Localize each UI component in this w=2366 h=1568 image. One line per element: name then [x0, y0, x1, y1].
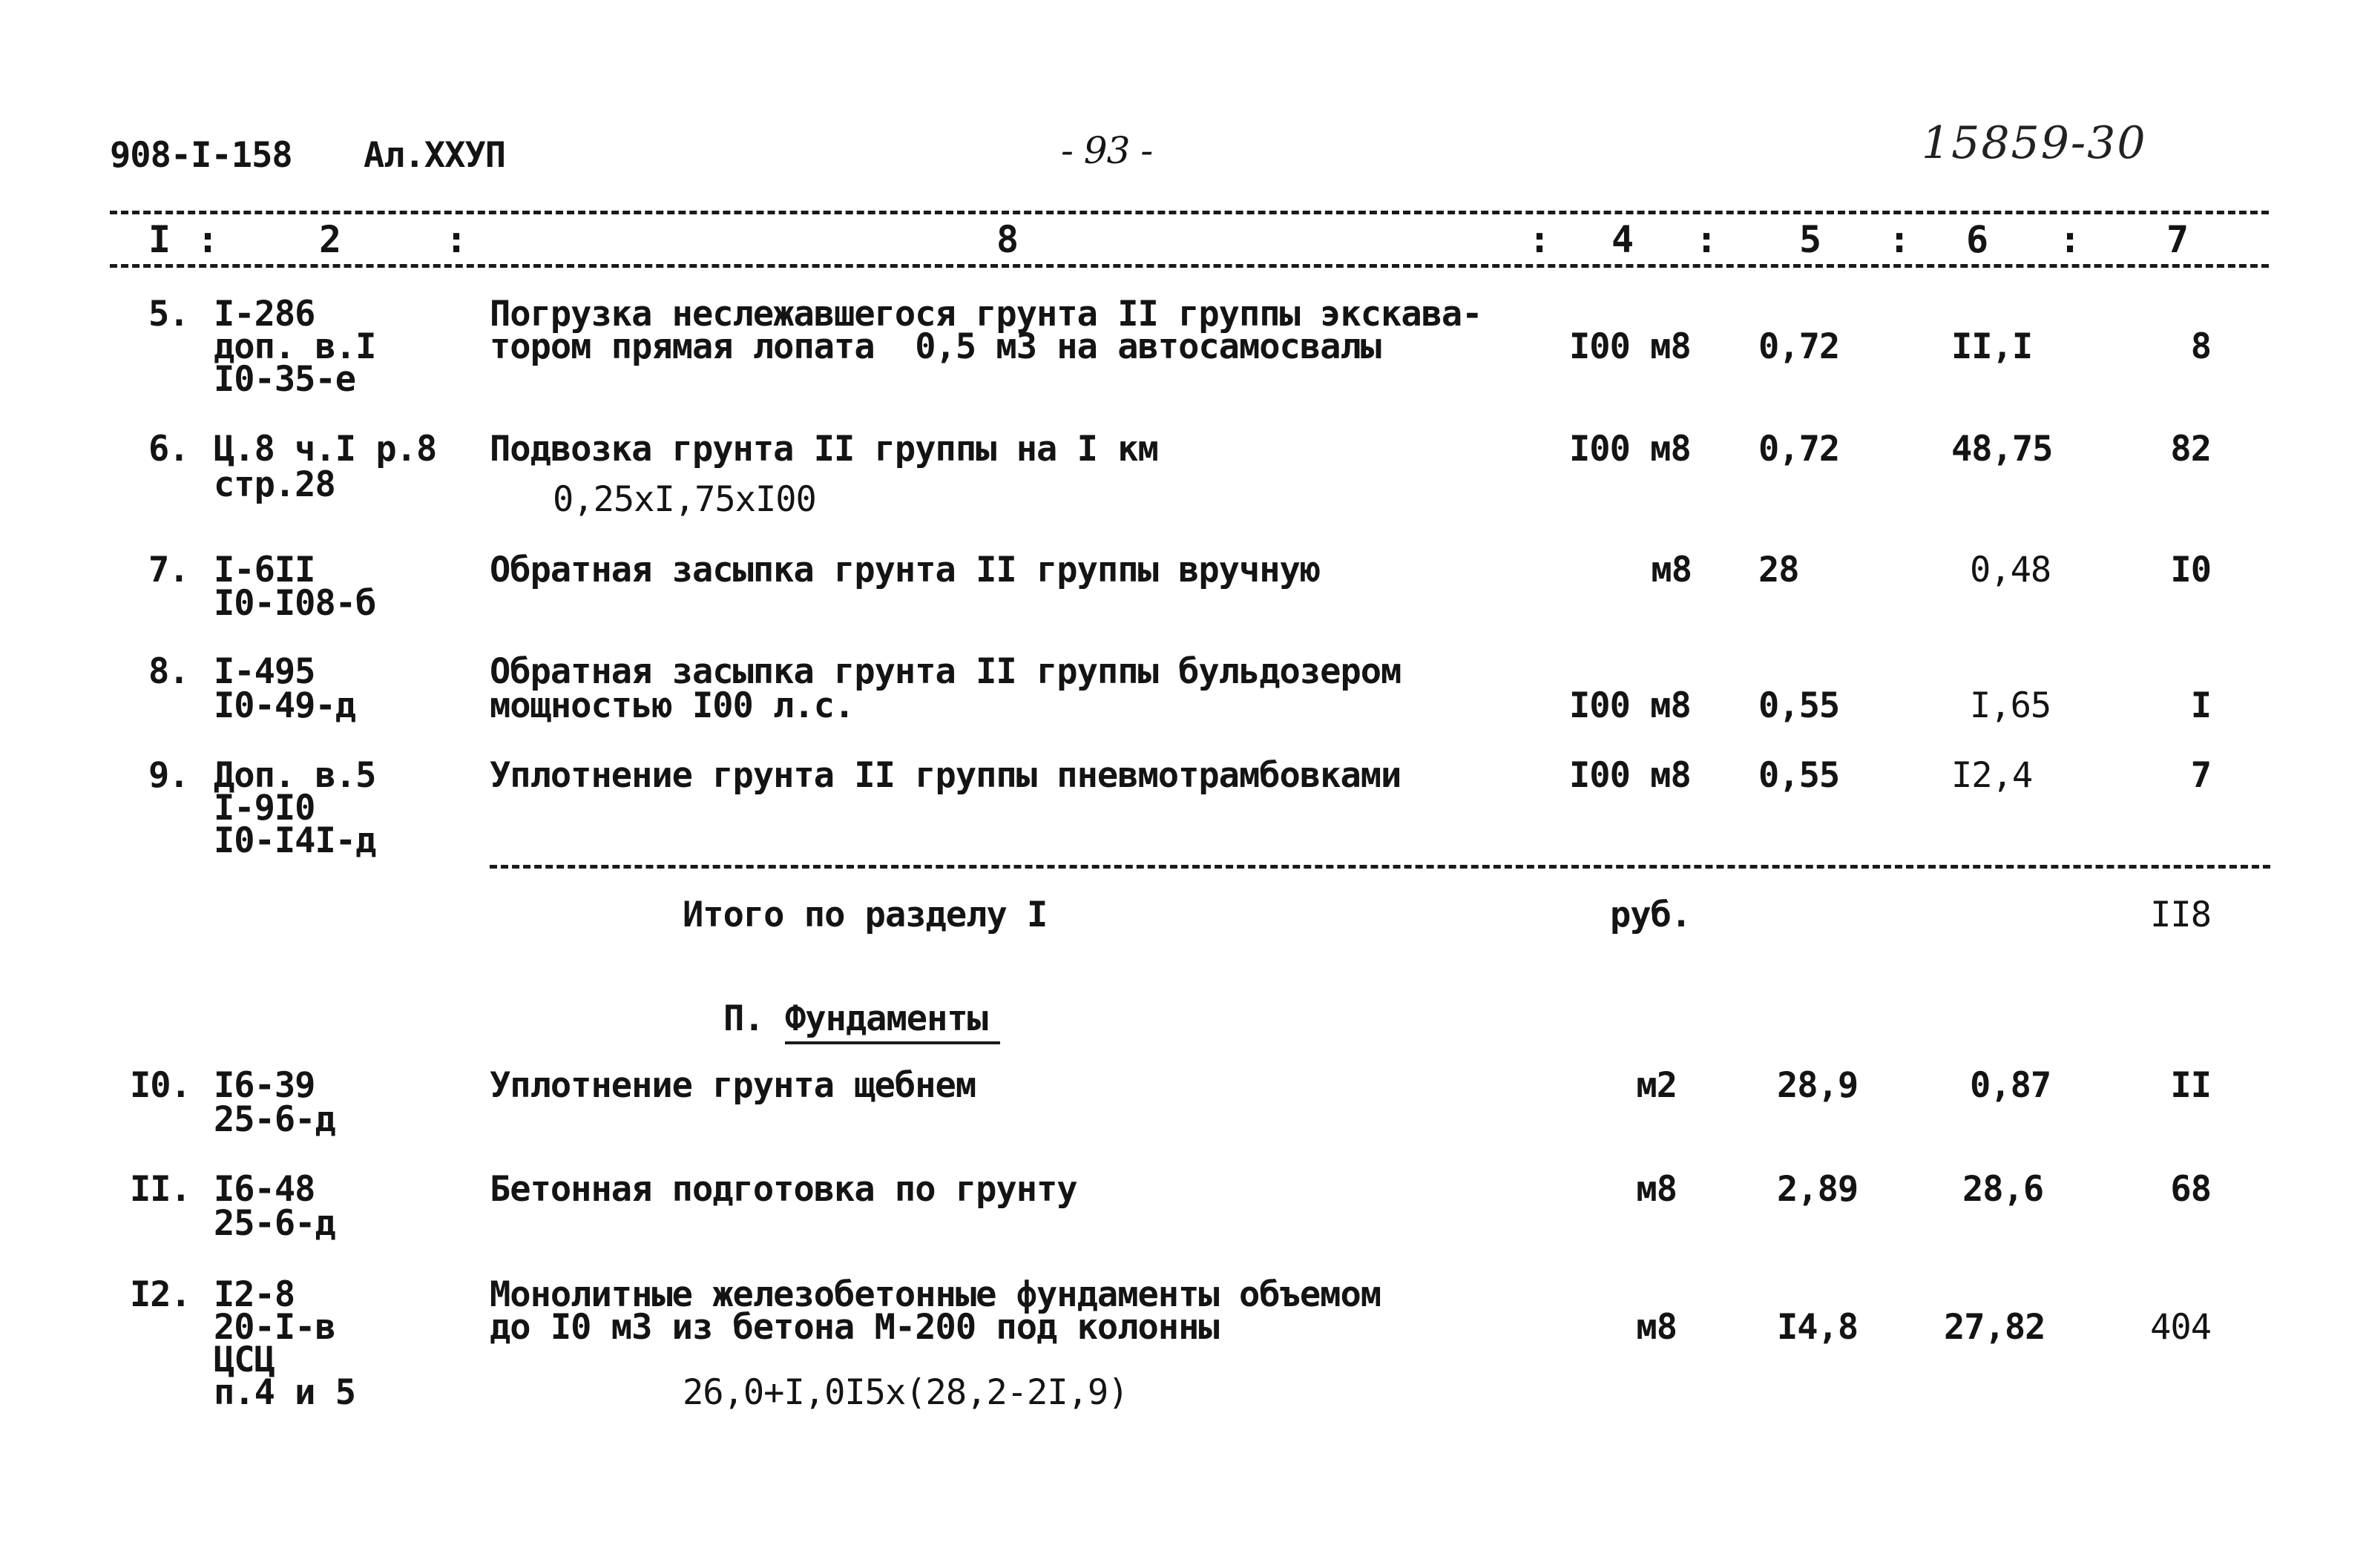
row-number: 8.	[148, 651, 189, 692]
work-description: Уплотнение грунта щебнем	[490, 1065, 976, 1106]
quantity: 2,89	[1777, 1169, 1859, 1210]
unit-price: 0,87	[1970, 1065, 2051, 1106]
column-number-7: 7	[2166, 218, 2189, 261]
row-number: II.	[130, 1169, 191, 1210]
subtotal-unit: руб.	[1610, 895, 1692, 935]
quantity: I4,8	[1777, 1307, 1859, 1348]
work-description: Погрузка неслежавшегося грунта II группы экскава-	[490, 294, 1482, 335]
norm-code: I0-I4I-д	[214, 820, 376, 861]
unit-price: 27,82	[1944, 1307, 2045, 1348]
column-separator: :	[2059, 218, 2081, 261]
norm-code: I0-35-е	[214, 359, 356, 400]
work-description: Монолитные железобетонные фундаменты объемом	[490, 1274, 1381, 1315]
header-top-rule	[110, 211, 2269, 214]
norm-code: I0-I08-б	[214, 583, 376, 624]
row-number: I2.	[130, 1274, 191, 1315]
unit: м8	[1636, 1307, 1677, 1348]
total-cost: 8	[2190, 326, 2211, 367]
total-cost: II	[2170, 1065, 2211, 1106]
column-separator: :	[445, 218, 467, 261]
document-code: 908-I-158	[110, 135, 292, 176]
subtotal-rule	[490, 865, 2270, 869]
section-number: П.	[723, 998, 764, 1039]
quantity: 28	[1758, 550, 1799, 590]
unit-price: I2,4	[1951, 755, 2033, 796]
norm-code: I-286	[214, 294, 315, 335]
row-number: 6.	[148, 429, 189, 470]
norm-code: I2-8	[214, 1274, 295, 1315]
unit-price: I,65	[1970, 685, 2051, 726]
quantity: 0,72	[1758, 326, 1840, 367]
norm-code: 20-I-в	[214, 1307, 335, 1348]
norm-code: Ц.8 ч.I р.8	[214, 429, 437, 470]
work-description: тором прямая лопата 0,5 м3 на автосамосвалы	[490, 326, 1381, 367]
column-number-5: 5	[1799, 218, 1821, 261]
unit-price: II,I	[1951, 326, 2033, 367]
work-description: Бетонная подготовка по грунту	[490, 1169, 1077, 1210]
archive-stamp-number: 15859-30	[1922, 117, 2147, 169]
norm-code: I0-49-д	[214, 685, 356, 726]
norm-code: I-9I0	[214, 788, 315, 829]
norm-code: I6-39	[214, 1065, 315, 1106]
row-number: 5.	[148, 294, 189, 335]
column-separator: :	[1888, 218, 1910, 261]
column-separator: :	[197, 218, 219, 261]
total-cost: I0	[2170, 550, 2211, 590]
work-description: Подвозка грунта II группы на I км	[490, 429, 1158, 470]
row-number: 7.	[148, 550, 189, 590]
column-separator: :	[1528, 218, 1551, 261]
column-number-1: I	[148, 218, 171, 261]
total-cost: 82	[2170, 429, 2211, 470]
column-number-3: 8	[996, 218, 1019, 261]
total-cost: 68	[2170, 1169, 2211, 1210]
total-cost: I	[2190, 685, 2211, 726]
subtotal-label: Итого по разделу I	[683, 895, 1048, 935]
work-description: Обратная засыпка грунта II группы вручную	[490, 550, 1321, 590]
norm-code: Доп. в.5	[214, 755, 376, 796]
row-number: I0.	[130, 1065, 191, 1106]
total-cost: 7	[2190, 755, 2211, 796]
norm-code: 25-6-д	[214, 1099, 335, 1140]
quantity: 0,72	[1758, 429, 1840, 470]
unit: м8	[1636, 1169, 1677, 1210]
norm-code: стр.28	[214, 464, 335, 505]
column-separator: :	[1695, 218, 1718, 261]
calculation-formula: 26,0+I,0I5х(28,2-2I,9)	[683, 1372, 1128, 1413]
work-description: Обратная засыпка грунта II группы бульдозером	[490, 651, 1401, 692]
unit: I00 м8	[1569, 429, 1691, 470]
album-number: Ал.ХХУП	[364, 135, 506, 176]
quantity: 0,55	[1758, 755, 1840, 796]
header-bottom-rule	[110, 264, 2269, 268]
subtotal-total: II8	[2150, 895, 2211, 935]
unit-price: 28,6	[1962, 1169, 2044, 1210]
unit: I00 м8	[1569, 685, 1691, 726]
norm-code: I6-48	[214, 1169, 315, 1210]
norm-code: ЦСЦ	[214, 1340, 275, 1380]
column-number-4: 4	[1611, 218, 1634, 261]
unit: I00 м8	[1569, 326, 1691, 367]
unit: I00 м8	[1569, 755, 1691, 796]
norm-code: 25-6-д	[214, 1203, 335, 1244]
work-description: Уплотнение грунта II группы пневмотрамбовками	[490, 755, 1401, 796]
section-title: Фундаменты	[785, 998, 988, 1039]
unit: м2	[1636, 1065, 1677, 1106]
work-description: до I0 м3 из бетона М-200 под колонны	[490, 1307, 1219, 1348]
quantity: 0,55	[1758, 685, 1840, 726]
norm-code: I-495	[214, 651, 315, 692]
work-description: мощностью I00 л.с.	[490, 685, 855, 726]
column-number-6: 6	[1966, 218, 1988, 261]
section-title-underline	[785, 1041, 1000, 1044]
unit-price: 0,48	[1970, 550, 2051, 590]
total-cost: 404	[2150, 1307, 2211, 1348]
norm-code: I-6II	[214, 550, 315, 590]
quantity: 28,9	[1777, 1065, 1859, 1106]
page-number: - 93 -	[1061, 129, 1153, 172]
column-number-2: 2	[319, 218, 341, 261]
row-number: 9.	[148, 755, 189, 796]
unit-price: 48,75	[1951, 429, 2053, 470]
unit: м8	[1651, 550, 1692, 590]
norm-code: доп. в.I	[214, 326, 376, 367]
calculation-formula: 0,25хI,75хI00	[553, 479, 816, 520]
norm-code: п.4 и 5	[214, 1372, 356, 1413]
